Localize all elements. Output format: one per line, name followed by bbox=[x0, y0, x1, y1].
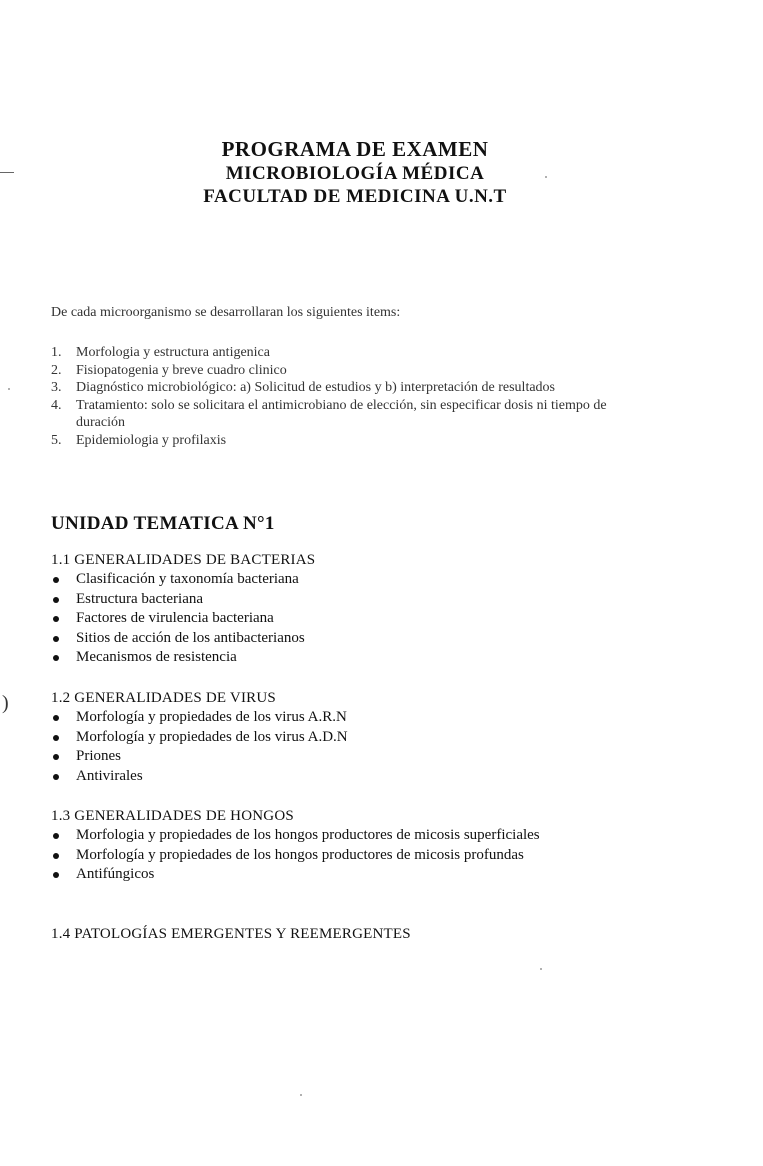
bullet-item bbox=[51, 747, 691, 767]
bullet-text: Estructura bacteriana bbox=[76, 590, 204, 607]
bullet-text: Priones bbox=[76, 748, 121, 764]
scan-speck bbox=[540, 968, 542, 970]
bullet-item bbox=[51, 570, 691, 590]
bullet-icon bbox=[53, 655, 59, 661]
scan-mark: ) bbox=[2, 692, 9, 714]
bullet-icon bbox=[53, 636, 59, 642]
unit-heading: UNIDAD TEMATICA N°1 bbox=[51, 513, 275, 534]
bullet-text: Antifúngicos bbox=[76, 866, 155, 882]
section-hongos bbox=[51, 807, 691, 885]
bullet-text: Factores de virulencia bacteriana bbox=[76, 610, 274, 626]
bullet-item bbox=[51, 648, 691, 668]
bullet-text: Morfologia y propiedades de los hongos productores de micosis superficiales bbox=[76, 827, 540, 843]
bullet-text: Sitios de acción de los antibacterianos bbox=[76, 629, 305, 646]
bullet-text: Mecanismos de resistencia bbox=[76, 649, 237, 665]
bullet-list bbox=[51, 708, 691, 786]
bullet-icon bbox=[53, 872, 59, 878]
items-list bbox=[51, 344, 651, 449]
list-item bbox=[51, 432, 651, 450]
bullet-list bbox=[51, 570, 691, 668]
bullet-text: Morfología y propiedades de los hongos productores de micosis profundas bbox=[76, 846, 524, 863]
intro-text: De cada microorganismo se desarrollaran los siguientes items: bbox=[51, 305, 401, 320]
bullet-icon bbox=[53, 833, 59, 839]
header-faculty: FACULTAD DE MEDICINA U.N.T bbox=[203, 186, 507, 207]
item-text: Morfologia y estructura antigenica bbox=[76, 345, 270, 360]
item-text: Tratamiento: solo se solicitara el antimicrobiano de elección, sin especificar dosis ni tiempo de duración bbox=[76, 397, 607, 430]
item-number: 5. bbox=[51, 432, 62, 448]
bullet-icon bbox=[53, 735, 59, 741]
item-number: 4. bbox=[51, 397, 62, 413]
item-number: 3. bbox=[51, 380, 62, 395]
section-patologias bbox=[51, 925, 691, 944]
item-text: Fisiopatogenia y breve cuadro clinico bbox=[76, 362, 287, 378]
bullet-item bbox=[51, 590, 691, 610]
bullet-icon bbox=[53, 715, 59, 721]
bullet-icon bbox=[53, 616, 59, 622]
bullet-item bbox=[51, 708, 691, 728]
bullet-icon bbox=[53, 597, 59, 603]
bullet-list bbox=[51, 826, 691, 885]
bullet-icon bbox=[53, 853, 59, 859]
list-item bbox=[51, 344, 651, 362]
bullet-text: Morfología y propiedades de los virus A.R.N bbox=[76, 709, 347, 725]
item-number: 2. bbox=[51, 362, 62, 378]
section-virus bbox=[51, 689, 691, 786]
document-header bbox=[0, 136, 710, 209]
bullet-item bbox=[51, 865, 691, 885]
item-text: Diagnóstico microbiológico: a) Solicitud de estudios y b) interpretación de resultados bbox=[76, 380, 556, 395]
bullet-item bbox=[51, 846, 691, 866]
bullet-item bbox=[51, 826, 691, 846]
bullet-text: Antivirales bbox=[76, 767, 143, 784]
scan-speck bbox=[300, 1094, 302, 1096]
header-subject: MICROBIOLOGÍA MÉDICA bbox=[225, 163, 485, 184]
bullet-icon bbox=[53, 577, 59, 583]
section-title: 1.2 GENERALIDADES DE VIRUS bbox=[51, 690, 276, 706]
bullet-text: Morfología y propiedades de los virus A.D.N bbox=[76, 728, 348, 745]
bullet-icon bbox=[53, 774, 59, 780]
section-title: 1.3 GENERALIDADES DE HONGOS bbox=[51, 808, 294, 824]
section-bacterias bbox=[51, 551, 691, 668]
section-title: 1.1 GENERALIDADES DE BACTERIAS bbox=[51, 552, 316, 568]
bullet-text: Clasificación y taxonomía bacteriana bbox=[76, 571, 299, 587]
bullet-item bbox=[51, 728, 691, 748]
section-title: 1.4 PATOLOGÍAS EMERGENTES Y REEMERGENTES bbox=[51, 926, 411, 942]
scan-speck bbox=[8, 388, 10, 390]
bullet-item bbox=[51, 767, 691, 787]
bullet-item bbox=[51, 629, 691, 649]
item-number: 1. bbox=[51, 345, 62, 360]
header-title: PROGRAMA DE EXAMEN bbox=[221, 137, 489, 161]
list-item bbox=[51, 379, 651, 397]
item-text: Epidemiologia y profilaxis bbox=[76, 432, 227, 448]
list-item bbox=[51, 397, 651, 432]
bullet-item bbox=[51, 609, 691, 629]
list-item bbox=[51, 362, 651, 380]
bullet-icon bbox=[53, 754, 59, 760]
